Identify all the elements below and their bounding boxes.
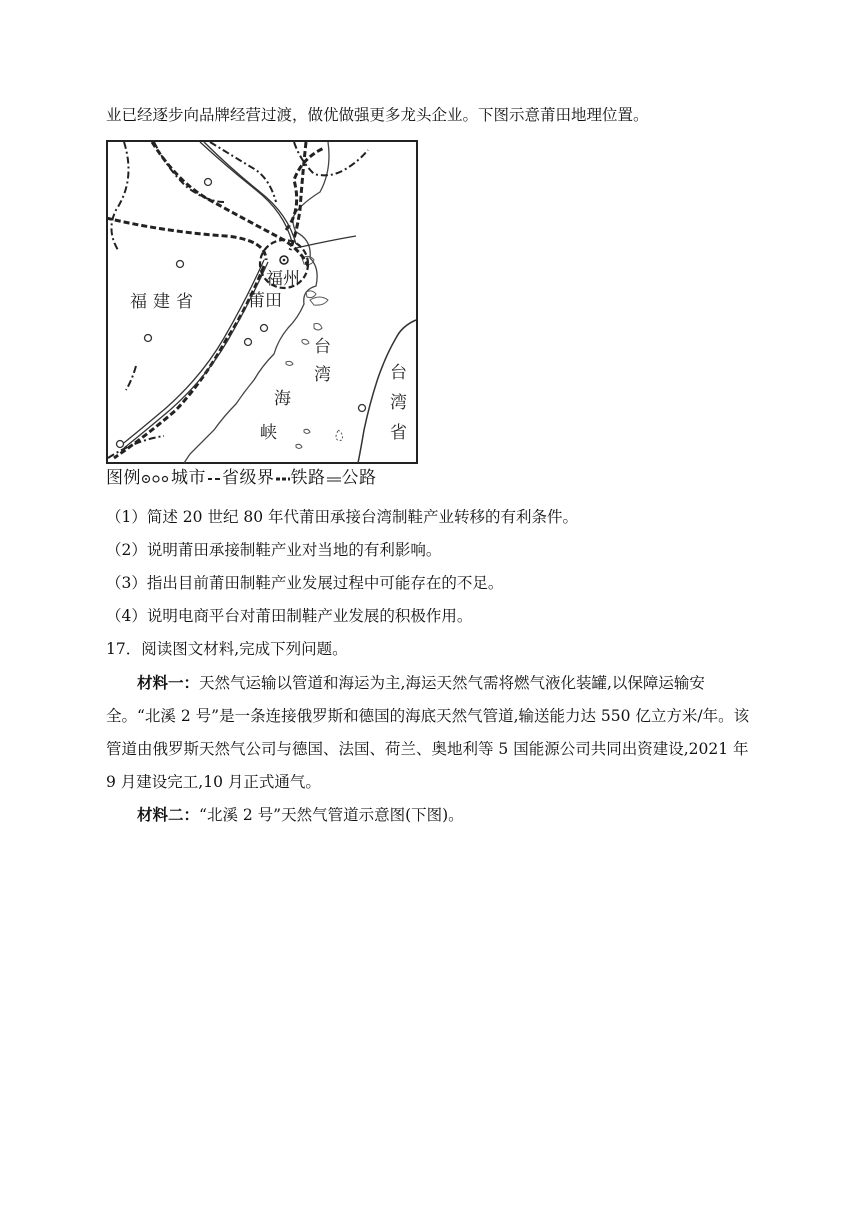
label-fujian-province: 福建省: [130, 292, 199, 312]
question-1: （1）简述 20 世纪 80 年代莆田承接台湾制鞋产业转移的有利条件。: [106, 508, 579, 526]
material-2: [106, 799, 756, 832]
legend-boundary: 省级界: [222, 468, 275, 488]
question-4: （4）说明电商平台对莆田制鞋产业发展的积极作用。: [106, 607, 473, 625]
highway-symbol-icon: [326, 473, 342, 485]
city-symbol-icon: [141, 473, 171, 485]
question-3: （3）指出目前莆田制鞋产业发展过程中可能存在的不足。: [106, 574, 504, 592]
material-2-text: “北溪 2 号”天然气管道示意图(下图)。: [199, 806, 464, 824]
map-legend: [106, 466, 377, 490]
label-fuzhou: 福州: [266, 269, 300, 289]
legend-railway: 铁路: [290, 468, 326, 488]
material-1: [106, 667, 756, 799]
label-putian: 莆田: [248, 291, 282, 311]
material-1-text: 天然气运输以管道和海运为主,海运天然气需将燃气液化装罐,以保障运输安全。“北溪 2 号”是一条连接俄罗斯和德国的海底天然气管道,输送能力达 550 亿立方米/年。该管道由俄罗斯天然气公司与德国、法国、荷兰、奥地利等 5 国能源公司共同出资建设,2021 年 9 月建设完工,10 月正式通气。: [106, 674, 750, 791]
label-strait-1: 台: [314, 337, 331, 357]
railway-symbol-icon: [275, 473, 291, 485]
label-taiwan-3: 省: [390, 423, 407, 443]
material-1-label: 材料一：: [137, 674, 200, 692]
label-strait-2: 湾: [314, 365, 331, 385]
intro-text: 业已经逐步向品牌经营过渡，做优做强更多龙头企业。下图示意莆田地理位置。: [106, 106, 649, 124]
boundary-symbol-icon: [206, 473, 222, 485]
question-17-title: 17．阅读图文材料,完成下列问题。: [106, 640, 348, 658]
label-strait-4: 峡: [260, 423, 277, 443]
legend-highway: 公路: [341, 468, 377, 488]
label-taiwan-2: 湾: [390, 393, 407, 413]
material-2-label: 材料二：: [137, 806, 200, 824]
label-taiwan-1: 台: [390, 363, 407, 383]
legend-city: 城市: [171, 468, 206, 488]
putian-location-map: [106, 140, 418, 490]
label-strait-3: 海: [274, 389, 291, 409]
question-2: （2）说明莆田承接制鞋产业对当地的有利影响。: [106, 541, 442, 559]
legend-prefix: 图例: [106, 468, 141, 488]
